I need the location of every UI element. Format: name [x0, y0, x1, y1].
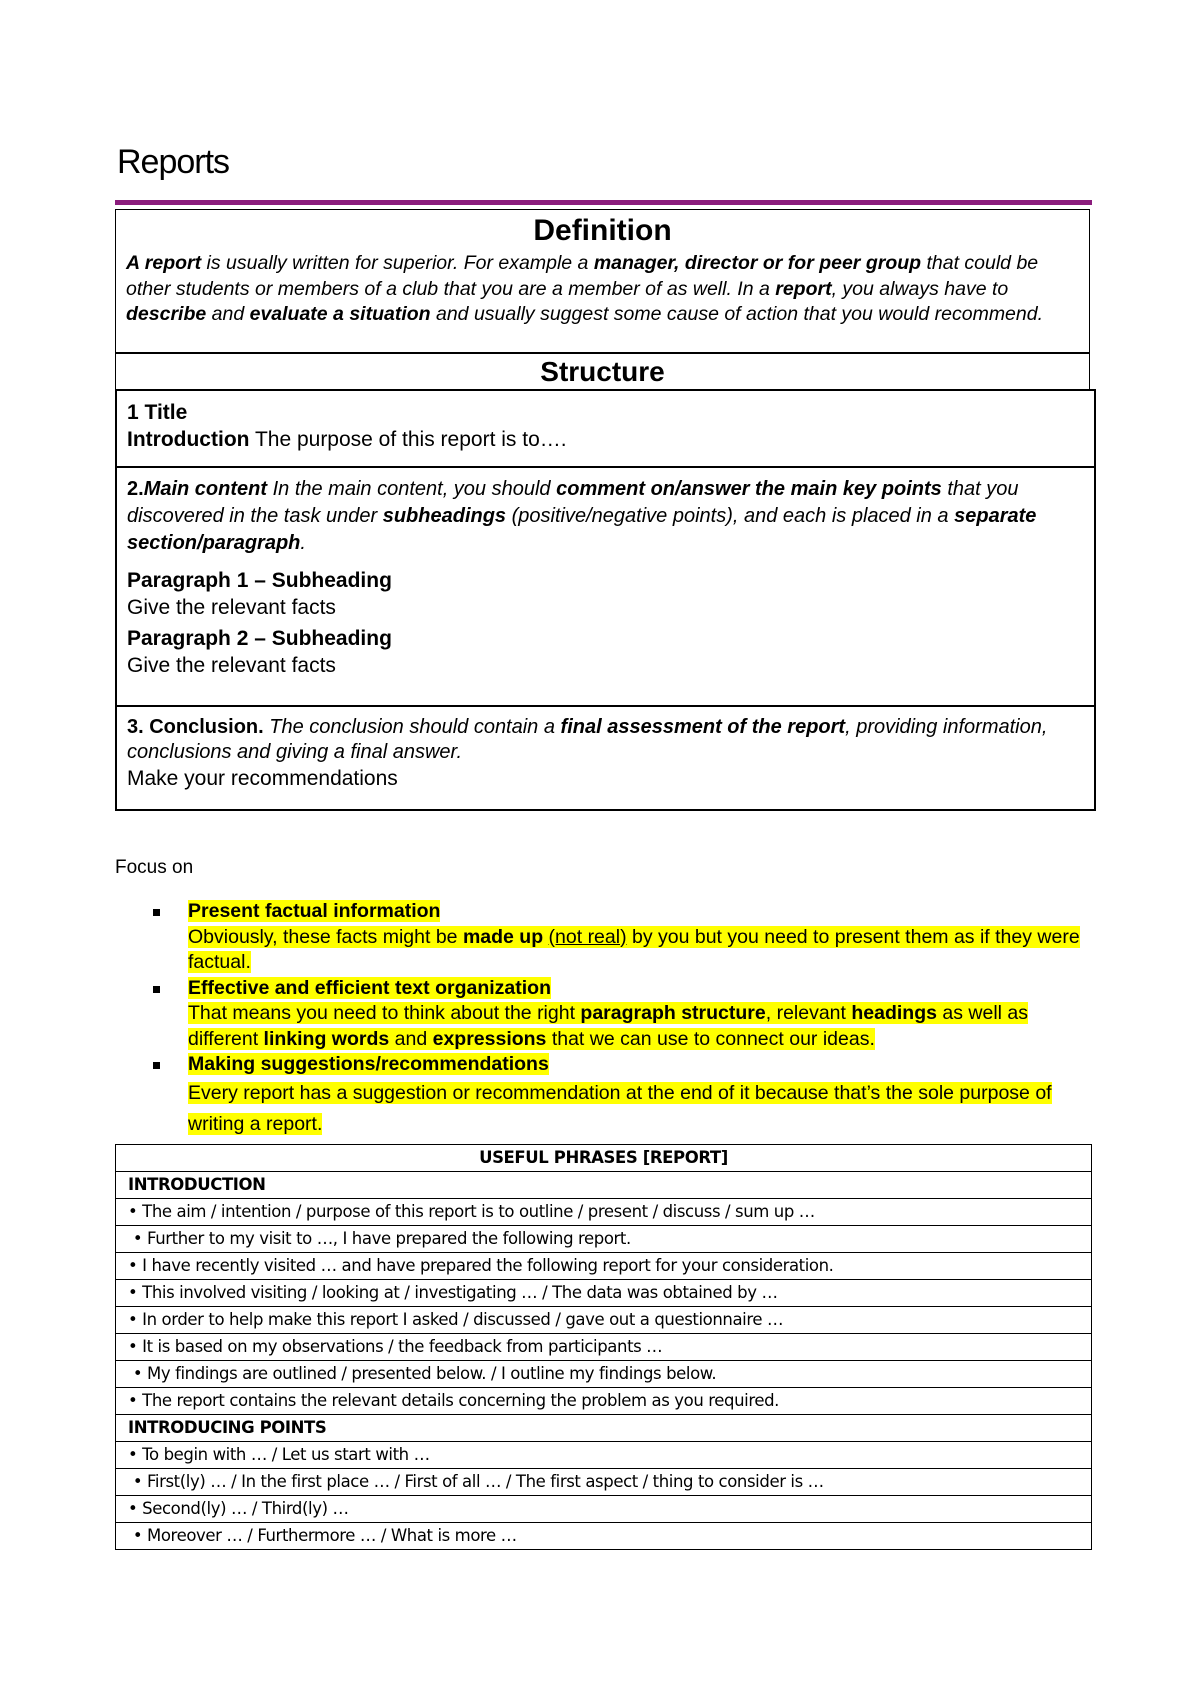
conclusion-text	[127, 715, 1084, 765]
paragraph2-text: Give the relevant facts	[127, 654, 336, 677]
table-row	[116, 1226, 1092, 1253]
structure-title-line: 1 Title	[127, 401, 188, 424]
phrase-cell: • Second(ly) … / Third(ly) …	[116, 1496, 1092, 1523]
text-segment: expressions	[432, 1027, 547, 1050]
title-divider	[115, 200, 1092, 205]
text-segment: describe	[126, 303, 207, 325]
text-segment: 3. Conclusion.	[127, 716, 264, 738]
phrase-cell: • To begin with … / Let us start with …	[116, 1442, 1092, 1469]
text-segment: In the main content, you should	[267, 478, 557, 500]
text-segment: manager, director or for peer group	[593, 252, 922, 274]
text-segment: comment on/answer the main key points	[556, 478, 942, 500]
focus-item-text	[188, 1082, 1052, 1135]
phrase-cell: • This involved visiting / looking at / investigating … / The data was obtained by …	[116, 1280, 1092, 1307]
paragraph2-heading: Paragraph 2 – Subheading	[127, 627, 392, 650]
structure-intro-line	[127, 426, 1084, 453]
text-segment: made up	[462, 925, 544, 948]
table-row	[116, 1442, 1092, 1469]
square-bullet-icon	[153, 909, 160, 916]
focus-item-heading: Making suggestions/recommendations	[188, 1053, 549, 1075]
text-segment: Main content	[143, 478, 268, 500]
intro-text: The purpose of this report is to….	[249, 428, 567, 451]
text-segment: by you but you need to present them as if they were factual.	[188, 925, 1080, 973]
focus-item	[150, 1052, 1090, 1140]
focus-item-text	[188, 926, 1080, 974]
table-row	[116, 1253, 1092, 1280]
phrase-cell: • Moreover … / Furthermore … / What is more …	[116, 1523, 1092, 1550]
text-segment: and usually suggest some cause of action that you would recommend.	[430, 303, 1044, 325]
text-segment: separate section/paragraph	[127, 505, 1037, 554]
text-segment: , you always have to	[831, 277, 1009, 300]
focus-item-heading: Effective and efficient text organization	[188, 976, 551, 999]
phrase-cell: • The report contains the relevant details concerning the problem as you required.	[116, 1388, 1092, 1415]
phrases-section-heading: INTRODUCTION	[116, 1172, 1092, 1199]
focus-item-heading: Present factual information	[188, 900, 441, 922]
phrase-cell: • My findings are outlined / presented below. / I outline my findings below.	[116, 1361, 1092, 1388]
paragraph1-heading: Paragraph 1 – Subheading	[127, 569, 392, 592]
text-segment: and	[389, 1027, 433, 1050]
definition-text	[126, 251, 1081, 328]
text-segment: (positive/negative points), and each is placed in a	[506, 505, 955, 527]
text-segment: that you discovered in the task under	[127, 478, 1019, 527]
text-segment: The conclusion should contain a	[263, 716, 561, 738]
page-title: Reports	[117, 143, 230, 181]
table-row	[116, 1307, 1092, 1334]
focus-item	[150, 976, 1090, 1053]
text-segment: 2.	[127, 478, 144, 500]
table-row	[116, 1280, 1092, 1307]
phrase-cell: • The aim / intention / purpose of this report is to outline / present / discuss / sum up …	[116, 1199, 1092, 1226]
text-segment: as well as different	[188, 1002, 1029, 1050]
phrase-cell: • First(ly) … / In the first place … / First of all … / The first aspect / thing to consider is …	[116, 1469, 1092, 1496]
square-bullet-icon	[153, 986, 160, 993]
text-segment: , relevant	[765, 1002, 852, 1024]
table-row	[116, 1361, 1092, 1388]
structure-conclusion-box	[115, 705, 1096, 811]
table-row	[116, 1199, 1092, 1226]
text-segment: , providing information, conclusions and giving a final answer.	[127, 716, 1048, 763]
text-segment: and	[206, 303, 250, 325]
table-row	[116, 1469, 1092, 1496]
text-segment: is usually written for superior. For example a	[201, 252, 594, 274]
text-segment: (not real)	[548, 925, 627, 948]
text-segment: That means you need to think about the right	[188, 1002, 581, 1024]
focus-list	[150, 899, 1090, 1140]
phrase-cell: • In order to help make this report I asked / discussed / gave out a questionnaire …	[116, 1307, 1092, 1334]
text-segment: headings	[851, 1002, 937, 1024]
text-segment: Obviously, these facts might be	[188, 925, 463, 948]
structure-heading: Structure	[115, 353, 1090, 389]
table-row	[116, 1388, 1092, 1415]
useful-phrases-table	[115, 1144, 1092, 1550]
focus-label: Focus on	[115, 857, 194, 878]
paragraph1-text: Give the relevant facts	[127, 596, 336, 619]
phrases-table-title: USEFUL PHRASES [REPORT]	[116, 1145, 1092, 1172]
main-content-text	[127, 476, 1084, 557]
text-segment: Every report has a suggestion or recommendation at the end of it because that’s the sole purpose of writing a report.	[188, 1081, 1052, 1135]
text-segment: evaluate a situation	[249, 303, 431, 325]
definition-box	[115, 209, 1090, 353]
phrase-cell: • Further to my visit to …, I have prepared the following report.	[116, 1226, 1092, 1253]
text-segment: linking words	[263, 1027, 390, 1050]
table-row	[116, 1334, 1092, 1361]
text-segment: paragraph structure	[580, 1002, 766, 1024]
intro-label: Introduction	[127, 428, 250, 451]
conclusion-line: Make your recommendations	[127, 767, 398, 790]
focus-item	[150, 899, 1090, 976]
phrase-cell: • It is based on my observations / the feedback from participants …	[116, 1334, 1092, 1361]
text-segment: that could be other students or members of a club that you are a member of as well. In a	[126, 252, 1039, 300]
table-row	[116, 1496, 1092, 1523]
text-segment: report	[775, 277, 832, 300]
structure-intro-box	[115, 389, 1096, 468]
text-segment: that we can use to connect our ideas.	[546, 1027, 875, 1050]
phrases-section-heading: INTRODUCING POINTS	[116, 1415, 1092, 1442]
phrase-cell: • I have recently visited … and have prepared the following report for your consideration.	[116, 1253, 1092, 1280]
text-segment: .	[300, 532, 306, 554]
text-segment: subheadings	[382, 505, 507, 527]
square-bullet-icon	[153, 1062, 160, 1069]
text-segment: A report	[126, 252, 202, 274]
text-segment: final assessment of the report	[560, 716, 846, 738]
definition-heading: Definition	[533, 214, 672, 247]
table-row	[116, 1523, 1092, 1550]
structure-main-box	[115, 466, 1096, 707]
focus-item-text	[188, 1002, 1028, 1050]
